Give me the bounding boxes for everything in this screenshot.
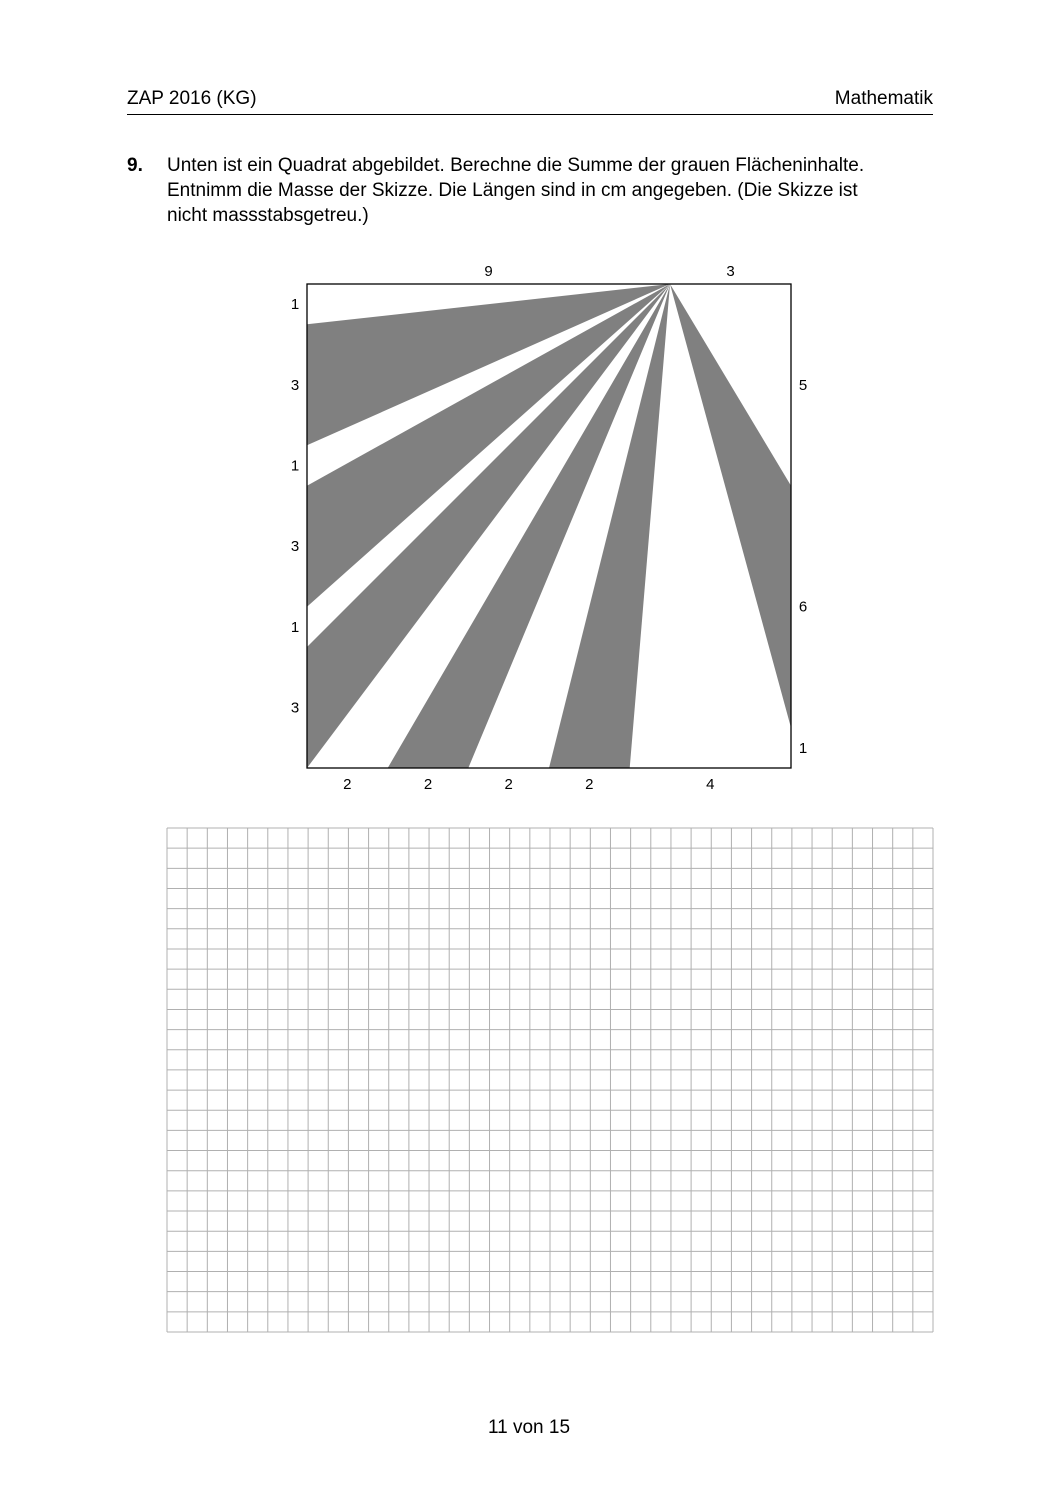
page-number: 11 von 15 [487, 1417, 571, 1438]
task-text [167, 153, 937, 228]
top-length-label: 9 [484, 263, 493, 280]
page-header [127, 86, 933, 115]
left-length-label: 3 [290, 538, 300, 556]
left-length-label: 3 [290, 699, 300, 717]
bottom-length-label: 2 [423, 776, 433, 793]
right-length-label: 5 [798, 376, 808, 394]
task-text-line: Unten ist ein Quadrat abgebildet. Berechne die Summe der grauen Flächeninhalte. [167, 155, 865, 176]
left-length-label: 1 [290, 457, 300, 475]
exam-title: ZAP 2016 (KG) [127, 88, 257, 109]
gray-triangle-right [670, 284, 791, 728]
subject-title: Mathematik [834, 88, 933, 109]
answer-grid[interactable] [166, 827, 934, 1333]
task-number: 9. [127, 155, 143, 176]
top-length-label: 3 [726, 263, 735, 280]
right-length-label: 1 [798, 739, 808, 757]
left-length-label: 1 [290, 618, 300, 636]
bottom-length-label: 4 [706, 776, 715, 793]
bottom-length-label: 2 [585, 776, 594, 793]
square-sketch [270, 255, 830, 800]
bottom-length-label: 2 [343, 776, 352, 793]
bottom-length-label: 2 [504, 776, 513, 793]
task-text-line: Entnimm die Masse der Skizze. Die Längen sind in cm angegeben. (Die Skizze ist [167, 180, 858, 201]
right-length-label: 6 [798, 598, 808, 616]
left-length-label: 1 [290, 296, 300, 314]
left-length-label: 3 [290, 376, 300, 394]
task-text-line: nicht massstabsgetreu.) [167, 205, 369, 226]
